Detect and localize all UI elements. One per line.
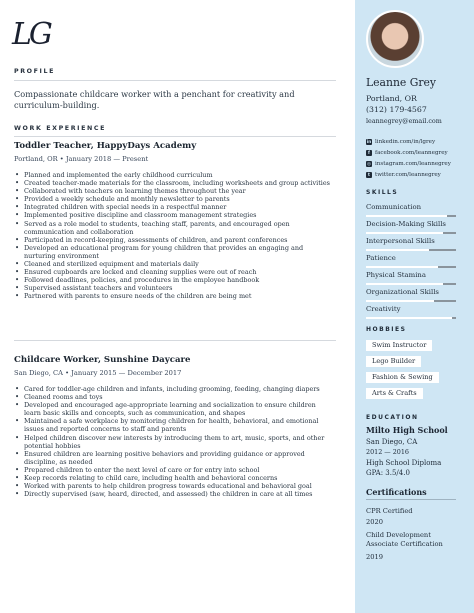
skill-level-bar <box>366 249 456 251</box>
certifications-heading: Certifications <box>366 487 427 497</box>
cert-year-1: 2020 <box>366 518 384 526</box>
cert-name-2: Child Development Associate Certification <box>366 531 443 548</box>
job-1-bullet: • Participated in record-keeping, assessments of children, and parent conferences <box>14 236 332 244</box>
job-1-bullet: • Ensured cupboards are locked and cleaning supplies were out of reach <box>14 268 332 276</box>
job-2-bullet: • Cared for toddler-age children and infants, including grooming, feeding, changing diapers <box>14 385 332 393</box>
job-divider <box>14 340 336 341</box>
skill-name: Physical Stamina <box>366 271 426 279</box>
job-1-bullet: • Served as a role model to students, teaching staff, parents, and encouraged open communication and collaboration <box>14 220 332 236</box>
monogram-logo <box>12 16 52 56</box>
school-location: San Diego, CA <box>366 438 418 446</box>
skill-level-fill <box>366 283 443 285</box>
school-gpa: GPA: 3.5/4.0 <box>366 469 410 477</box>
email-link[interactable]: leannegrey@email.com <box>366 117 442 125</box>
job-1-bullet: • Supervised assistant teachers and volunteers <box>14 284 332 292</box>
twitter-icon: t <box>367 172 371 178</box>
social-link[interactable] <box>366 172 441 178</box>
skill-name: Patience <box>366 254 396 262</box>
job-1-bullet: • Provided a weekly schedule and monthly newsletter to parents <box>14 195 332 203</box>
skills-heading: SKILLS <box>366 189 399 196</box>
school-name: Milto High School <box>366 425 448 435</box>
job-title-2: Childcare Worker, Sunshine Daycare <box>14 355 191 365</box>
job-2-bullet: • Keep records relating to child care, including health and behavioral concerns <box>14 474 332 482</box>
hobby-tag: Swim Instructor <box>366 340 432 351</box>
job-title-1: Toddler Teacher, HappyDays Academy <box>14 141 197 151</box>
school-degree: High School Diploma <box>366 459 442 467</box>
social-link[interactable] <box>366 139 435 145</box>
job-2-bullet: • Directly supervised (saw, heard, directed, and assessed) the children in care at all times <box>14 490 332 498</box>
job-1-bullet: • Created teacher-made materials for the classroom, including worksheets and group activities <box>14 179 332 187</box>
job-2-bullet: • Developed and encouraged age-appropriate learning and socialization to ensure children learn basic skills and concepts, such as communication, and shapes <box>14 401 332 417</box>
cert-name-1: CPR Certified <box>366 507 413 515</box>
job-1-bullet: • Implemented positive discipline and classroom management strategies <box>14 211 332 219</box>
location-text: Portland, OR <box>366 94 417 103</box>
skill-level-fill <box>366 300 434 302</box>
social-link[interactable] <box>366 150 448 156</box>
job-2-bullet: • Prepared children to enter the next level of care or for entry into school <box>14 466 332 474</box>
job-2-bullet: • Worked with parents to help children progress towards educational and behavioral goal <box>14 482 332 490</box>
certifications-divider <box>366 499 456 500</box>
job-2-bullet: • Helped children discover new interests by introducing them to art, music, sports, and other potential hobbies <box>14 434 332 450</box>
profile-divider <box>14 80 336 81</box>
logo-initials: LG <box>12 17 50 52</box>
skill-name: Organizational Skills <box>366 288 439 296</box>
hobby-tag: Lego Builder <box>366 356 421 367</box>
candidate-name: Leanne Grey <box>366 76 437 89</box>
job-1-bullet: • Partnered with parents to ensure needs of the children are being met <box>14 292 332 300</box>
skill-name: Creativity <box>366 305 401 313</box>
hobby-tag: Fashion & Sewing <box>366 372 439 383</box>
job-1-bullet: • Cleaned and sterilized equipment and materials daily <box>14 260 332 268</box>
profile-photo <box>366 10 424 68</box>
work-divider <box>14 136 336 137</box>
skill-name: Decision-Making Skills <box>366 220 446 228</box>
hobby-tag: Arts & Crafts <box>366 388 423 399</box>
job-meta-2: San Diego, CA • January 2015 — December 2017 <box>14 369 182 377</box>
job-1-bullet: • Planned and implemented the early childhood curriculum <box>14 171 332 179</box>
job-1-bullet: • Followed deadlines, policies, and procedures in the employee handbook <box>14 276 332 284</box>
skill-level-bar <box>366 215 456 217</box>
job-1-bullet: • Developed an educational program for young children that provides an engaging and nurturing environment <box>14 244 332 260</box>
job-bullets-2 <box>14 385 332 498</box>
school-years: 2012 — 2016 <box>366 448 409 456</box>
skill-level-bar <box>366 283 456 285</box>
social-link-text: twitter.com/leannegrey <box>375 172 441 178</box>
profile-heading: PROFILE <box>14 68 55 75</box>
job-2-bullet: • Maintained a safe workplace by monitoring children for health, behavioral, and emotional issues and reported concerns to staff and parents <box>14 417 332 433</box>
skill-level-fill <box>366 232 443 234</box>
job-bullets-1 <box>14 171 332 301</box>
skill-level-bar <box>366 266 456 268</box>
education-heading: EDUCATION <box>366 414 419 421</box>
job-1-bullet: • Collaborated with teachers on learning themes throughout the year <box>14 187 332 195</box>
skill-name: Communication <box>366 203 422 211</box>
social-link-text: instagram.com/leannegrey <box>375 161 451 167</box>
cert-year-2: 2019 <box>366 553 384 561</box>
skill-level-fill <box>366 266 438 268</box>
job-2-bullet: • Ensured children are learning positive behaviors and providing guidance or approved discipline, as needed <box>14 450 332 466</box>
instagram-icon: ◎ <box>367 161 371 167</box>
skill-level-bar <box>366 300 456 302</box>
hobbies-heading: HOBBIES <box>366 326 407 333</box>
profile-summary: Compassionate childcare worker with a penchant for creativity and curriculum-building. <box>14 89 295 110</box>
skill-level-bar <box>366 232 456 234</box>
social-link[interactable] <box>366 161 451 167</box>
skill-level-fill <box>366 249 429 251</box>
skill-name: Interpersonal Skills <box>366 237 435 245</box>
phone-text: (312) 179-4567 <box>366 105 427 114</box>
social-link-text: linkedin.com/in/lgrey <box>375 139 436 145</box>
facebook-icon: f <box>366 150 372 156</box>
skill-level-fill <box>366 215 447 217</box>
job-meta-1: Portland, OR • January 2018 — Present <box>14 155 149 163</box>
skill-level-bar <box>366 317 456 319</box>
social-link-text: facebook.com/leannegrey <box>375 150 448 156</box>
work-experience-heading: WORK EXPERIENCE <box>14 125 106 132</box>
job-2-bullet: • Cleaned rooms and toys <box>14 393 332 401</box>
skill-level-fill <box>366 317 452 319</box>
job-1-bullet: • Integrated children with special needs in a respectful manner <box>14 203 332 211</box>
linkedin-icon: in <box>366 139 372 145</box>
